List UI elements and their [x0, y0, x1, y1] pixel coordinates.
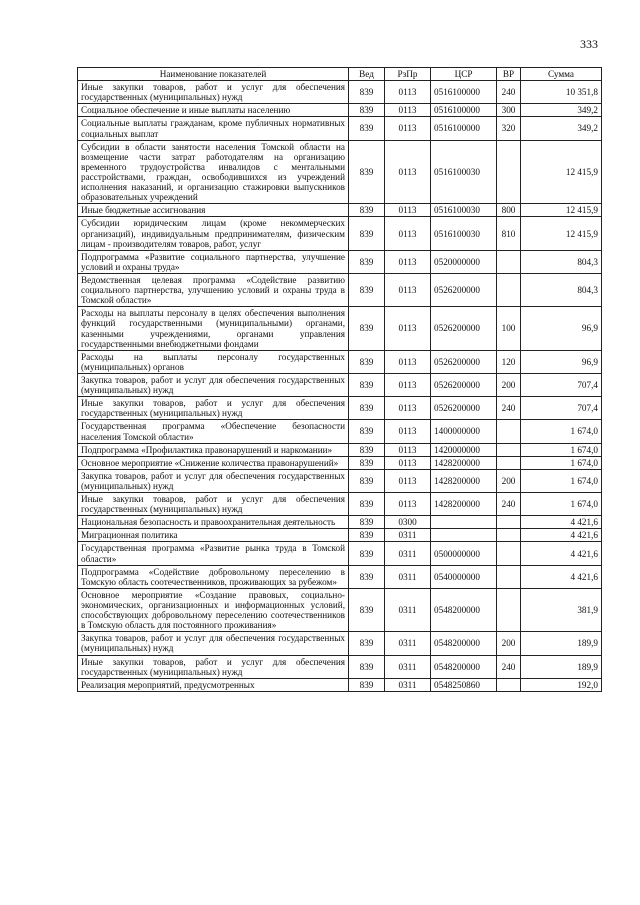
- cell-name: Закупка товаров, работ и услуг для обеспечения государственных (муниципальных) нужд: [78, 373, 349, 396]
- cell-csr: 1428200000: [431, 456, 497, 469]
- cell-rzpr: 0311: [385, 678, 431, 691]
- cell-name: Иные закупки товаров, работ и услуг для обеспечения государственных (муниципальных) нужд: [78, 493, 349, 516]
- cell-csr: 0548250860: [431, 678, 497, 691]
- table-row: [78, 104, 602, 117]
- table-row: [78, 420, 602, 443]
- header-csr: ЦСР: [431, 68, 497, 81]
- cell-rzpr: 0300: [385, 516, 431, 529]
- cell-csr: 0526200000: [431, 350, 497, 373]
- page-number: 333: [580, 37, 598, 51]
- cell-name: Социальные выплаты гражданам, кроме публичных нормативных социальных выплат: [78, 117, 349, 140]
- cell-sum: 4 421,6: [521, 565, 602, 588]
- cell-vr: 200: [497, 373, 521, 396]
- table-row: [78, 588, 602, 631]
- cell-vr: 810: [497, 217, 521, 250]
- cell-vr: 120: [497, 350, 521, 373]
- cell-csr: [431, 529, 497, 542]
- cell-sum: 349,2: [521, 117, 602, 140]
- cell-rzpr: 0311: [385, 588, 431, 631]
- cell-name: Иные закупки товаров, работ и услуг для обеспечения государственных (муниципальных) нужд: [78, 397, 349, 420]
- cell-name: Расходы на выплаты персоналу в целях обеспечения выполнения функций государственными (муниципальными) органами, казенными учреждениями, органами управления государственными внебюджетными фондами: [78, 307, 349, 350]
- cell-vr: 240: [497, 655, 521, 678]
- cell-csr: 0540000000: [431, 565, 497, 588]
- cell-rzpr: 0113: [385, 204, 431, 217]
- cell-name: Государственная программа «Обеспечение безопасности населения Томской области»: [78, 420, 349, 443]
- cell-sum: 4 421,6: [521, 542, 602, 565]
- table-row: [78, 81, 602, 104]
- cell-vr: [497, 420, 521, 443]
- cell-sum: 707,4: [521, 397, 602, 420]
- table-row: [78, 456, 602, 469]
- cell-sum: 192,0: [521, 678, 602, 691]
- cell-sum: 189,9: [521, 632, 602, 655]
- cell-rzpr: 0113: [385, 443, 431, 456]
- table-row: [78, 397, 602, 420]
- cell-csr: 0516100030: [431, 204, 497, 217]
- cell-ved: 839: [349, 678, 385, 691]
- cell-csr: 0548200000: [431, 588, 497, 631]
- cell-sum: 1 674,0: [521, 443, 602, 456]
- cell-ved: 839: [349, 632, 385, 655]
- cell-csr: 1420000000: [431, 443, 497, 456]
- cell-csr: [431, 516, 497, 529]
- table-row: [78, 373, 602, 396]
- cell-sum: 96,9: [521, 350, 602, 373]
- table-row: [78, 469, 602, 492]
- cell-sum: 1 674,0: [521, 456, 602, 469]
- cell-rzpr: 0113: [385, 81, 431, 104]
- cell-sum: 1 674,0: [521, 493, 602, 516]
- cell-name: Расходы на выплаты персоналу государственных (муниципальных) органов: [78, 350, 349, 373]
- cell-name: Подпрограмма «Содействие добровольному переселению в Томскую область соотечественников, проживающих за рубежом»: [78, 565, 349, 588]
- cell-csr: 0526200000: [431, 397, 497, 420]
- cell-vr: [497, 529, 521, 542]
- table-row: [78, 204, 602, 217]
- cell-sum: 1 674,0: [521, 420, 602, 443]
- cell-name: Подпрограмма «Развитие социального партнерства, улучшение условий и охраны труда»: [78, 250, 349, 273]
- cell-ved: 839: [349, 516, 385, 529]
- cell-sum: 804,3: [521, 250, 602, 273]
- cell-rzpr: 0113: [385, 104, 431, 117]
- cell-rzpr: 0113: [385, 217, 431, 250]
- cell-ved: 839: [349, 307, 385, 350]
- table-row: [78, 493, 602, 516]
- cell-sum: 12 415,9: [521, 217, 602, 250]
- cell-rzpr: 0311: [385, 542, 431, 565]
- cell-sum: 381,9: [521, 588, 602, 631]
- cell-csr: 0548200000: [431, 655, 497, 678]
- cell-name: Субсидии юридическим лицам (кроме некоммерческих организаций), индивидуальным предпринимателям, физическим лицам - производителям товаров, работ, услуг: [78, 217, 349, 250]
- cell-ved: 839: [349, 493, 385, 516]
- cell-csr: 0548200000: [431, 632, 497, 655]
- cell-ved: 839: [349, 456, 385, 469]
- cell-ved: 839: [349, 420, 385, 443]
- table-row: [78, 350, 602, 373]
- cell-rzpr: 0113: [385, 397, 431, 420]
- cell-vr: 240: [497, 493, 521, 516]
- table-row: [78, 565, 602, 588]
- cell-name: Реализация мероприятий, предусмотренных: [78, 678, 349, 691]
- budget-table: [77, 67, 602, 692]
- cell-vr: [497, 456, 521, 469]
- cell-csr: 1400000000: [431, 420, 497, 443]
- cell-name: Закупка товаров, работ и услуг для обеспечения государственных (муниципальных) нужд: [78, 632, 349, 655]
- cell-sum: 1 674,0: [521, 469, 602, 492]
- table-row: [78, 655, 602, 678]
- cell-name: Закупка товаров, работ и услуг для обеспечения государственных (муниципальных) нужд: [78, 469, 349, 492]
- cell-name: Иные закупки товаров, работ и услуг для обеспечения государственных (муниципальных) нужд: [78, 81, 349, 104]
- cell-rzpr: 0113: [385, 493, 431, 516]
- cell-ved: 839: [349, 273, 385, 306]
- table-row: [78, 140, 602, 204]
- cell-ved: 839: [349, 373, 385, 396]
- cell-ved: 839: [349, 565, 385, 588]
- cell-ved: 839: [349, 140, 385, 204]
- cell-sum: 10 351,8: [521, 81, 602, 104]
- cell-ved: 839: [349, 443, 385, 456]
- cell-vr: 200: [497, 469, 521, 492]
- cell-rzpr: 0113: [385, 140, 431, 204]
- cell-csr: 0526200000: [431, 273, 497, 306]
- header-sum: Сумма: [521, 68, 602, 81]
- cell-sum: 12 415,9: [521, 140, 602, 204]
- cell-name: Иные закупки товаров, работ и услуг для обеспечения государственных (муниципальных) нужд: [78, 655, 349, 678]
- cell-ved: 839: [349, 204, 385, 217]
- cell-csr: 0520000000: [431, 250, 497, 273]
- cell-rzpr: 0113: [385, 373, 431, 396]
- table-row: [78, 443, 602, 456]
- cell-vr: [497, 542, 521, 565]
- cell-rzpr: 0113: [385, 456, 431, 469]
- cell-name: Иные бюджетные ассигнования: [78, 204, 349, 217]
- cell-ved: 839: [349, 397, 385, 420]
- cell-rzpr: 0311: [385, 529, 431, 542]
- cell-vr: [497, 443, 521, 456]
- cell-ved: 839: [349, 350, 385, 373]
- table-row: [78, 529, 602, 542]
- cell-ved: 839: [349, 542, 385, 565]
- cell-csr: 0516100030: [431, 217, 497, 250]
- cell-ved: 839: [349, 469, 385, 492]
- cell-name: Субсидии в области занятости населения Томской области на возмещение части затрат работодателям на организацию временного трудоустройства инвалидов с ментальными расстройствами, граждан, освободившихся из учреждений исполнения наказаний, и организацию стажировки выпускников образовательных учреждений: [78, 140, 349, 204]
- cell-name: Миграционная политика: [78, 529, 349, 542]
- table-row: [78, 250, 602, 273]
- cell-rzpr: 0113: [385, 420, 431, 443]
- header-ved: Вед: [349, 68, 385, 81]
- cell-csr: 1428200000: [431, 469, 497, 492]
- table-row: [78, 632, 602, 655]
- cell-ved: 839: [349, 655, 385, 678]
- table-row: [78, 273, 602, 306]
- cell-csr: 0516100000: [431, 104, 497, 117]
- cell-name: Ведомственная целевая программа «Содействие развитию социального партнерства, улучшению условий и охраны труда в Томской области»: [78, 273, 349, 306]
- cell-vr: [497, 250, 521, 273]
- cell-rzpr: 0311: [385, 565, 431, 588]
- header-name: Наименование показателей: [78, 68, 349, 81]
- cell-name: Государственная программа «Развитие рынка труда в Томской области»: [78, 542, 349, 565]
- cell-vr: [497, 516, 521, 529]
- cell-vr: 240: [497, 397, 521, 420]
- table-row: [78, 678, 602, 691]
- cell-csr: 0526200000: [431, 373, 497, 396]
- cell-rzpr: 0113: [385, 307, 431, 350]
- cell-rzpr: 0311: [385, 655, 431, 678]
- cell-vr: [497, 588, 521, 631]
- cell-vr: [497, 140, 521, 204]
- cell-vr: 800: [497, 204, 521, 217]
- cell-rzpr: 0113: [385, 250, 431, 273]
- cell-vr: 100: [497, 307, 521, 350]
- cell-sum: 804,3: [521, 273, 602, 306]
- cell-vr: 200: [497, 632, 521, 655]
- cell-vr: [497, 273, 521, 306]
- cell-csr: 0526200000: [431, 307, 497, 350]
- cell-csr: 0516100000: [431, 81, 497, 104]
- cell-ved: 839: [349, 217, 385, 250]
- cell-sum: 4 421,6: [521, 516, 602, 529]
- cell-csr: 0500000000: [431, 542, 497, 565]
- cell-sum: 707,4: [521, 373, 602, 396]
- table-row: [78, 117, 602, 140]
- table-row: [78, 542, 602, 565]
- cell-rzpr: 0113: [385, 117, 431, 140]
- cell-sum: 12 415,9: [521, 204, 602, 217]
- cell-vr: 300: [497, 104, 521, 117]
- cell-ved: 839: [349, 81, 385, 104]
- cell-vr: 320: [497, 117, 521, 140]
- cell-rzpr: 0113: [385, 469, 431, 492]
- cell-vr: [497, 678, 521, 691]
- cell-csr: 1428200000: [431, 493, 497, 516]
- cell-ved: 839: [349, 117, 385, 140]
- cell-ved: 839: [349, 529, 385, 542]
- cell-rzpr: 0113: [385, 273, 431, 306]
- cell-vr: [497, 565, 521, 588]
- cell-name: Основное мероприятие «Создание правовых, социально-экономических, организационных и информационных условий, способствующих добровольному переселению соотечественников в Томскую область для постоянного проживания»: [78, 588, 349, 631]
- cell-ved: 839: [349, 104, 385, 117]
- cell-name: Основное мероприятие «Снижение количества правонарушений»: [78, 456, 349, 469]
- cell-name: Социальное обеспечение и иные выплаты населению: [78, 104, 349, 117]
- table-header-row: [78, 68, 602, 81]
- cell-name: Национальная безопасность и правоохранительная деятельность: [78, 516, 349, 529]
- cell-rzpr: 0113: [385, 350, 431, 373]
- cell-csr: 0516100000: [431, 117, 497, 140]
- cell-name: Подпрограмма «Профилактика правонарушений и наркомании»: [78, 443, 349, 456]
- table-row: [78, 516, 602, 529]
- cell-ved: 839: [349, 588, 385, 631]
- cell-sum: 4 421,6: [521, 529, 602, 542]
- cell-sum: 96,9: [521, 307, 602, 350]
- cell-csr: 0516100030: [431, 140, 497, 204]
- header-rzpr: РзПр: [385, 68, 431, 81]
- table-row: [78, 307, 602, 350]
- cell-vr: 240: [497, 81, 521, 104]
- cell-ved: 839: [349, 250, 385, 273]
- cell-rzpr: 0311: [385, 632, 431, 655]
- cell-sum: 349,2: [521, 104, 602, 117]
- cell-sum: 189,9: [521, 655, 602, 678]
- header-vr: ВР: [497, 68, 521, 81]
- table-row: [78, 217, 602, 250]
